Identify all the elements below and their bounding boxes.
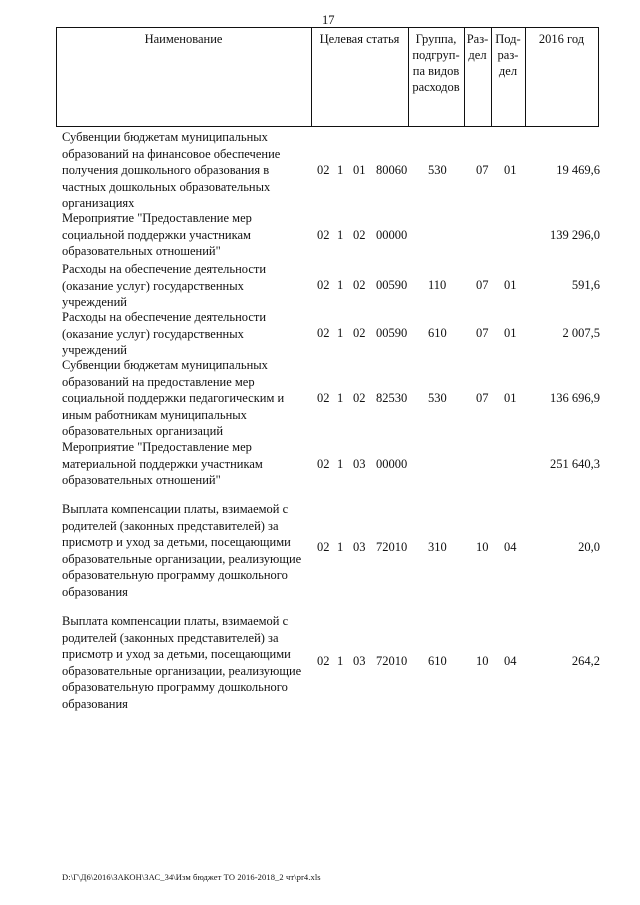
subsection: 04 xyxy=(504,654,517,668)
code-program: 02 xyxy=(317,457,330,471)
code-program: 02 xyxy=(317,163,330,177)
code-subprogram: 1 xyxy=(337,540,344,554)
header-year: 2016 год xyxy=(538,32,585,46)
code-direction: 80060 xyxy=(376,163,408,177)
subsection: 01 xyxy=(504,391,517,405)
row-name: Выплата компенсации платы, взимаемой с родителей (законных представителей) за присмотр и уход за детьми, посещающими образовательные организации, реализующие образовательную программу дошкольного образования xyxy=(62,502,302,599)
amount: 20,0 xyxy=(578,540,600,554)
amount: 139 296,0 xyxy=(550,228,600,242)
code-program: 02 xyxy=(317,326,330,340)
expense-group: 610 xyxy=(428,654,447,668)
subsection: 01 xyxy=(504,163,517,177)
amount: 591,6 xyxy=(571,278,600,292)
code-program: 02 xyxy=(317,228,330,242)
header-bottom-border xyxy=(56,126,599,127)
code-program: 02 xyxy=(317,540,330,554)
footer-file-path: D:\Г\Д6\2016\ЗАКОН\ЗАС_34\Изм бюджет ТО 2016-2018_2 чт\pr4.xls xyxy=(62,872,321,882)
row-name: Выплата компенсации платы, взимаемой с родителей (законных представителей) за присмотр и уход за детьми, посещающими образовательные организации, реализующие образовательную программу дошкольного образования xyxy=(62,614,302,711)
amount: 19 469,6 xyxy=(556,163,600,177)
amount: 136 696,9 xyxy=(550,391,600,405)
page-number: 17 xyxy=(322,13,335,27)
amount: 264,2 xyxy=(571,654,600,668)
code-direction: 00000 xyxy=(376,228,408,242)
code-direction: 00590 xyxy=(376,278,408,292)
code-main-event: 03 xyxy=(353,457,366,471)
row-name: Мероприятие "Предоставление мер материальной поддержки участникам образовательных отношений" xyxy=(62,440,263,487)
section: 10 xyxy=(476,654,489,668)
section: 07 xyxy=(476,391,489,405)
code-subprogram: 1 xyxy=(337,457,344,471)
code-direction: 00000 xyxy=(376,457,408,471)
expense-group: 530 xyxy=(428,163,447,177)
code-program: 02 xyxy=(317,654,330,668)
expense-group: 310 xyxy=(428,540,447,554)
code-subprogram: 1 xyxy=(337,391,344,405)
code-main-event: 02 xyxy=(353,278,366,292)
subsection: 01 xyxy=(504,278,517,292)
code-direction: 72010 xyxy=(376,540,408,554)
row-name: Расходы на обеспечение деятельности (оказание услуг) государственных учреждений xyxy=(62,310,267,357)
code-direction: 82530 xyxy=(376,391,408,405)
code-main-event: 02 xyxy=(353,228,366,242)
section: 07 xyxy=(476,163,489,177)
code-subprogram: 1 xyxy=(337,654,344,668)
row-name: Субвенции бюджетам муниципальных образований на предоставление мер социальной поддержки педагогическим и иным работникам муниципальных образовательных организаций xyxy=(62,358,285,438)
code-subprogram: 1 xyxy=(337,163,344,177)
header-name: Наименование xyxy=(144,32,223,46)
row-name: Субвенции бюджетам муниципальных образований на финансовое обеспечение получения дошкольного образования в частных дошкольных образовательных организациях xyxy=(62,130,281,210)
header-section: Раз- дел xyxy=(466,32,489,62)
code-main-event: 02 xyxy=(353,391,366,405)
code-main-event: 03 xyxy=(353,540,366,554)
section: 07 xyxy=(476,278,489,292)
section: 10 xyxy=(476,540,489,554)
code-subprogram: 1 xyxy=(337,278,344,292)
code-direction: 72010 xyxy=(376,654,408,668)
amount: 2 007,5 xyxy=(562,326,600,340)
subsection: 01 xyxy=(504,326,517,340)
expense-group: 610 xyxy=(428,326,447,340)
code-direction: 00590 xyxy=(376,326,408,340)
code-main-event: 03 xyxy=(353,654,366,668)
section: 07 xyxy=(476,326,489,340)
table-header xyxy=(56,27,599,127)
code-subprogram: 1 xyxy=(337,228,344,242)
row-name: Расходы на обеспечение деятельности (оказание услуг) государственных учреждений xyxy=(62,262,267,309)
code-main-event: 01 xyxy=(353,163,366,177)
header-group: Группа, подгруп- па видов расходов xyxy=(412,32,460,94)
header-border xyxy=(598,27,599,127)
code-program: 02 xyxy=(317,278,330,292)
expense-group: 110 xyxy=(428,278,447,292)
header-target: Целевая статья xyxy=(319,32,400,46)
subsection: 04 xyxy=(504,540,517,554)
header-top-border xyxy=(56,27,599,28)
header-subsection: Под- раз- дел xyxy=(495,32,521,78)
code-program: 02 xyxy=(317,391,330,405)
code-subprogram: 1 xyxy=(337,326,344,340)
row-name: Мероприятие "Предоставление мер социальной поддержки участникам образовательных отношений" xyxy=(62,211,252,258)
expense-group: 530 xyxy=(428,391,447,405)
code-main-event: 02 xyxy=(353,326,366,340)
amount: 251 640,3 xyxy=(550,457,600,471)
